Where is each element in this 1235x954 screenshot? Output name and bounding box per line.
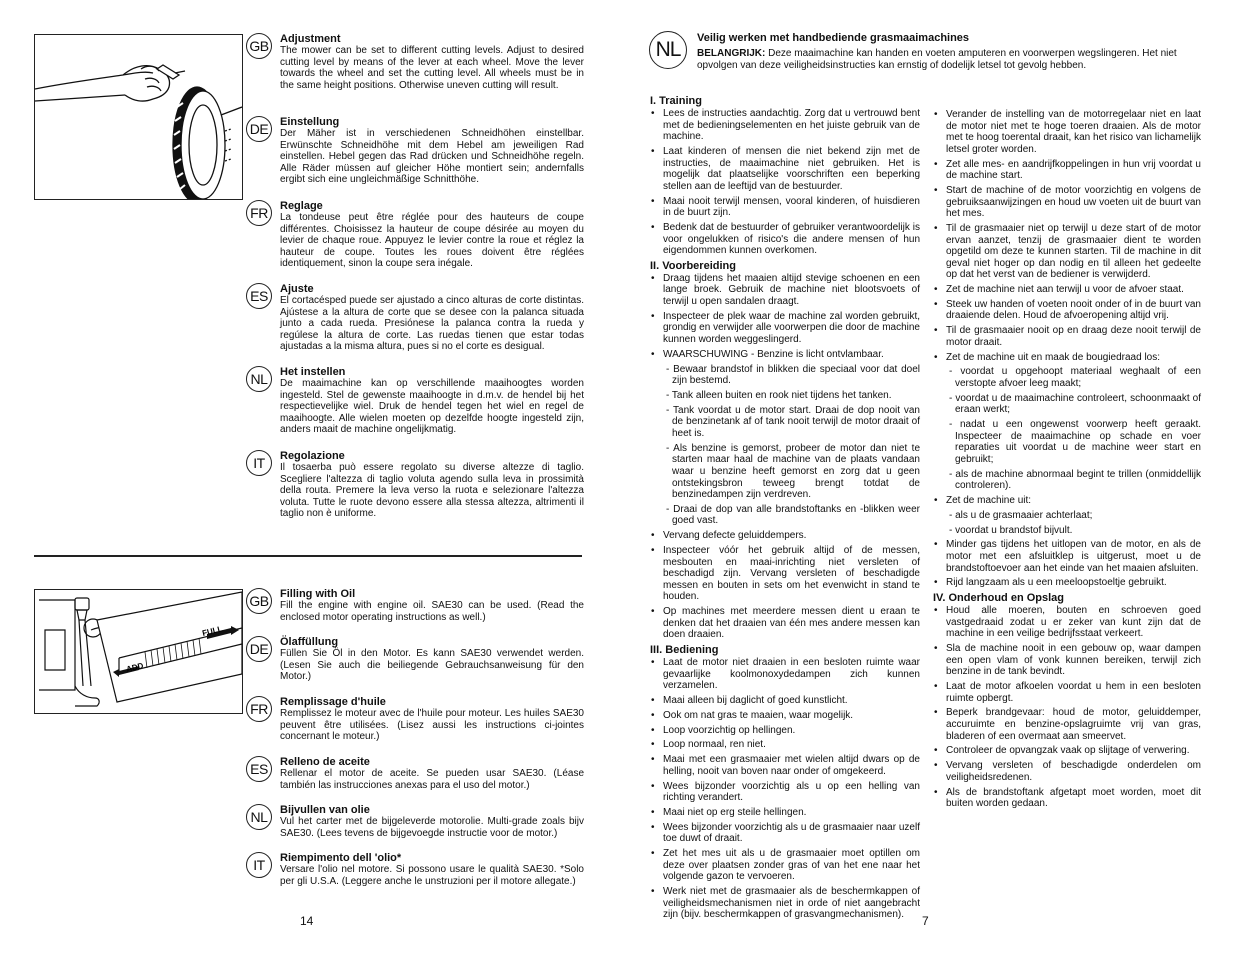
section-body: El cortacésped puede ser ajustado a cinco alturas de corte distintas. Ajústese a la altura de corte que se desee con la palanca situada junto a cada rueda. Presiónese la palanca contra la rueda y regúlese la altura de corte. Las ruedas tienen que estar todas ajustadas a la misma altura, pues si no el corte es desigual. [280, 295, 584, 353]
language-badge: NL [246, 804, 272, 830]
section-title: Regolazione [280, 450, 345, 462]
list-item: • Loop normaal, ren niet. [650, 739, 920, 751]
section-title-onderhoud: IV. Onderhoud en Opslag [933, 592, 1065, 605]
list-item: • Zet de machine uit: [933, 495, 1201, 507]
intro-label: BELANGRIJK: [697, 48, 766, 59]
language-badge: GB [246, 33, 272, 59]
list-item: • Til de grasmaaier niet op terwijl u deze start of de motor ervan aanzet, tenzij de grasmaaier dient te worden opgetild om deze te kunnen starten. Til de machine in dit geval niet hoger op dan nodig en til alleen het gedeelte op dat het verst van de bediener is verwijderd. [933, 223, 1201, 281]
list-item: • Houd alle moeren, bouten en schroeven goed vastgedraaid zodat u er zeker van kunt zijn dat de machine in een veilige bedrijfsstaat verkeert. [933, 605, 1201, 640]
list-item: • Zet de machine niet aan terwijl u voor de afvoer staat. [933, 284, 1201, 296]
oil-filling-illustration [34, 589, 243, 714]
column-right [933, 109, 1201, 813]
section-title-bediening: III. Bediening [650, 644, 719, 657]
oil-gb [246, 588, 584, 623]
adjustment-gb [246, 33, 584, 91]
wheel-lever-drawing [35, 35, 242, 199]
list-item: • Rijd langzaam als u een meeloopstoeltje gebruikt. [933, 577, 1201, 589]
onderhoud-list [933, 605, 1201, 810]
list-subitem: - als u de grasmaaier achterlaat; [949, 509, 1093, 521]
list-item: • Maai nooit terwijl mensen, vooral kinderen, of huisdieren in de buurt zijn. [650, 196, 920, 219]
section-title: Ajuste [280, 283, 314, 295]
language-badge: NL [649, 31, 687, 69]
height-adjustment-illustration [34, 34, 243, 200]
list-subitem: - Draai de dop van alle brandstoftanks en -blikken weer goed vast. [666, 503, 920, 527]
list-subitem: - voordat u brandstof bijvult. [949, 524, 1073, 536]
voorbereiding-list [650, 273, 920, 641]
list-item: • Wees bijzonder voorzichtig als u de grasmaaier naar uzelf toe duwt of draait. [650, 822, 920, 845]
language-badge: ES [246, 756, 272, 782]
list-item: • Zet de machine uit en maak de bougiedraad los: [933, 352, 1201, 364]
section-title: Het instellen [280, 366, 346, 378]
section-title: Filling with Oil [280, 588, 356, 600]
list-subitem: - Tank voordat u de motor start. Draai de dop nooit van de benzinetank af of tank nooit terwijl de motor draait of heet is. [666, 404, 920, 439]
list-item: • Vervang defecte geluiddempers. [650, 530, 920, 542]
section-title: Reglage [280, 200, 323, 212]
oil-es [246, 756, 584, 791]
list-item: • Laat de motor niet draaien in een besloten ruimte waar gevaarlijke koolmonoxydedampen zich kunnen verzamelen. [650, 657, 920, 692]
list-item: • Maai niet op erg steile hellingen. [650, 807, 920, 819]
section-title-training: I. Training [650, 95, 702, 107]
oil-it [246, 852, 584, 887]
section-title: Relleno de aceite [280, 756, 370, 768]
list-subitem: - Als benzine is gemorst, probeer de motor dan niet te starten maar haal de machine van de plaats vandaan waar u benzine heeft gemorst en zorg dat u geen ontstekingsbron teweeg brengt totdat de benzinedampen zijn verdreven. [666, 442, 920, 501]
page-title: Veilig werken met handbediende grasmaaimachines [697, 32, 970, 44]
list-item: • Loop voorzichtig op hellingen. [650, 725, 920, 737]
list-subitem: - voordat u de maaimachine controleert, schoonmaakt of eraan werkt; [949, 392, 1201, 416]
language-badge: DE [246, 116, 272, 142]
adjustment-fr [246, 200, 584, 270]
list-item: • Op machines met meerdere messen dient u eraan te denken dat het draaien van één mes andere messen kan doen draaien. [650, 606, 920, 641]
list-item: • Ook om nat gras te maaien, waar mogelijk. [650, 710, 920, 722]
language-badge: NL [246, 366, 272, 392]
section-body: Der Mäher ist in verschiedenen Schneidhöhen einstellbar. Erwünschte Schneidhöhe mit dem Hebel am jeweiligen Rad einstellen. Hebel gegen das Rad drücken und Schneidhöhe regeln. Alle Räder müssen auf gleicher Höhe montiert sein; andernfalls ergibt sich eine ungleichmäßige Schnitthöhe. [280, 128, 584, 186]
adjustment-nl [246, 366, 584, 436]
section-title: Riempimento dell 'olio* [280, 852, 402, 864]
list-item: • Start de machine of de motor voorzichtig en volgens de gebruiksaanwijzingen en houd uw voeten uit de buurt van het mes. [933, 185, 1201, 220]
list-item: • Til de grasmaaier nooit op en draag deze nooit terwijl de motor draait. [933, 325, 1201, 348]
list-subitem: - Tank alleen buiten en rook niet tijdens het tanken. [666, 389, 892, 401]
language-badge: IT [246, 852, 272, 878]
section-title: Remplissage d'huile [280, 696, 386, 708]
list-item: • Steek uw handen of voeten nooit onder of in de buurt van draaiende delen. Houd de afvoeropening altijd vrij. [933, 299, 1201, 322]
oil-de [246, 636, 584, 683]
section-body: De maaimachine kan op verschillende maaihoogtes worden ingesteld. Stel de gewenste maaihoogte in d.m.v. de hendel bij het respectievelijke wiel. Druk de hendel tegen het wiel en regel de maaihoogte. Alle wielen moeten op dezelfde hoogte ingesteld zijn, anders maait de machine ongelijkmatig. [280, 378, 584, 436]
adjustment-it [246, 450, 584, 520]
page-number: 7 [922, 914, 929, 928]
list-item: • Wees bijzonder voorzichtig als u op een helling van richting verandert. [650, 781, 920, 804]
language-badge: FR [246, 200, 272, 226]
list-item: • Zet alle mes- en aandrijfkoppelingen in hun vrij voordat u de machine start. [933, 159, 1201, 182]
bediening-list [650, 657, 920, 921]
list-item: • Sla de machine nooit in een gebouw op, waar dampen een open vlam of vonk kunnen bereiken, terwijl zich benzine in de tank bevindt. [933, 643, 1201, 678]
oil-fr [246, 696, 584, 743]
section-body: Füllen Sie Öl in den Motor. Es kann SAE30 verwendet werden. (Lesen Sie auch die beiliegende Gebrauchsanweisung für den Motor.) [280, 648, 584, 683]
section-title: Ölaffüllung [280, 636, 339, 648]
column-left [650, 95, 920, 924]
list-item: • Verander de instelling van de motorregelaar niet en laat de motor niet met te hoge toeren draaien. Als de motor met te hoog toerental draait, kan het risico van lichamelijk letsel groter worden. [933, 109, 1201, 155]
section-body: Fill the engine with engine oil. SAE30 can be used. (Read the enclosed motor operating instructions as well.) [280, 600, 584, 623]
list-item: • Maai met een grasmaaier met wielen altijd dwars op de helling, nooit van boven naar onder of omgekeerd. [650, 754, 920, 777]
list-item: • Maai alleen bij daglicht of goed kunstlicht. [650, 695, 920, 707]
section-body: Remplissez le moteur avec de l'huile pour moteur. Les huiles SAE30 peuvent être utilisées. (Lisez aussi les instructions ci-jointes concernant le moteur.) [280, 708, 584, 743]
right-page [617, 0, 1235, 954]
language-badge: DE [246, 636, 272, 662]
list-subitem: - nadat u een ongewenst voorwerp heeft geraakt. Inspecteer de maaimachine op schade en voer reparaties uit voordat u de machine weer start en gebruikt; [949, 419, 1201, 465]
language-badge: FR [246, 696, 272, 722]
section-body: Rellenar el motor de aceite. Se pueden usar SAE30. (Léase también las instrucciones anexas para el uso del motor.) [280, 768, 584, 791]
section-body: Vul het carter met de bijgeleverde motorolie. Multi-grade zoals bijv SAE30. (Lees tevens de bijgevoegde instructie voor de motor.) [280, 816, 584, 839]
page-number: 14 [300, 914, 314, 928]
list-item: • Als de brandstoftank afgetapt moet worden, moet dit buiten worden gedaan. [933, 787, 1201, 810]
oil-nl [246, 804, 584, 839]
intro-text: Deze maaimachine kan handen en voeten amputeren en voorwerpen wegslingeren. Het niet opvolgen van deze veiligheidsinstructies kan ernstig of dodelijk letsel tot gevolg hebben. [697, 48, 1177, 71]
list-item: • Zet het mes uit als u de grasmaaier moet optillen om deze over plaatsen zonder gras of van het ene naar het volgende gazon te vervoeren. [650, 848, 920, 883]
list-item: • Bedenk dat de bestuurder of gebruiker verantwoordelijk is voor ongelukken of risico's die andere mensen of hun eigendommen kunnen overkomen. [650, 222, 920, 257]
dipstick-add-label: ADD [125, 661, 145, 674]
training-list [650, 108, 920, 257]
list-item: • Minder gas tijdens het uitlopen van de motor, en als de motor met een afsluitklep is uitgerust, moet u de brandstoftoevoer aan het einde van het maaien afsluiten. [933, 539, 1201, 574]
adjustment-es [246, 283, 584, 353]
list-item: • Werk niet met de grasmaaier als de beschermkappen of veiligheidsmechanismen niet in orde of niet aangebracht zijn (bijv. beschermkappen of grasvangmechanismen). [650, 886, 920, 921]
list-subitem: - voordat u opgehoopt materiaal weghaalt of een verstopte afvoer leeg maakt; [949, 366, 1201, 389]
list-item: • Inspecteer vóór het gebruik altijd of de messen, mesbouten en maai-inrichting niet versleten of beschadigd zijn. Vervang versleten of beschadigde messen en bouten in sets om het evenwicht in stand te houden. [650, 545, 920, 603]
list-subitem: - Bewaar brandstof in blikken die speciaal voor dat doel zijn bestemd. [666, 363, 920, 387]
list-item: • WAARSCHUWING - Benzine is licht ontvlambaar. [650, 349, 920, 361]
list-item: • Beperk brandgevaar: houd de motor, geluiddemper, accuruimte en benzine-opslagruimte vrij van gras, bladeren of een overmaat aan smeervet. [933, 707, 1201, 742]
intro-paragraph [697, 48, 1202, 71]
adjustment-de [246, 116, 584, 186]
left-page [0, 0, 617, 954]
language-badge: ES [246, 283, 272, 309]
section-title-voorbereiding: II. Voorbereiding [650, 259, 736, 272]
list-item: • Laat kinderen of mensen die niet bekend zijn met de instructies, de maaimachine niet gebruiken. Het is mogelijk dat plaatselijke voorschriften een beperking stellen aan de leeftijd van de bestuurder. [650, 146, 920, 192]
list-item: • Controleer de opvangzak vaak op slijtage of verwering. [933, 745, 1201, 757]
list-subitem: - als de machine abnormaal begint te trillen (onmiddellijk controleren). [949, 468, 1201, 492]
section-body: The mower can be set to different cutting levels. Adjust to desired cutting level by means of the lever at each wheel. Move the lever towards the wheel and set the cutting level. All wheels must be in the same height positions. Otherwise uneven cutting will result. [280, 45, 584, 91]
section-title: Einstellung [280, 116, 340, 128]
dipstick-full-label: FULL [201, 624, 224, 638]
section-divider [34, 555, 582, 557]
dipstick-drawing [35, 590, 242, 713]
section-body: Il tosaerba può essere regolato su diverse altezze di taglio. Scegliere l'altezza di taglio voluta agendo sulla leva in prossimità della routa. Premere la leva verso la ruota e selezionare l'altezza voluta. Tutte le ruote devono essere alla stessa altezza, altrimenti il taglio non è uniforme. [280, 462, 584, 520]
section-body: La tondeuse peut être réglée pour des hauteurs de coupe différentes. Choisissez la hauteur de coupe désirée au moyen du levier de chaque roue. Appuyez le levier contre la roue et réglez la hauteur de coupe. Toutes les roues doivent être réglées identiquement, sinon la coupe sera inégale. [280, 212, 584, 270]
list-item: • Vervang versleten of beschadigde onderdelen om veiligheidsredenen. [933, 760, 1201, 783]
section-body: Versare l'olio nel motore. Si possono usare le qualità SAE30. *Solo per gli U.S.A. (Leggere anche le unstruzioni per il motore allegate.) [280, 864, 584, 887]
language-badge: GB [246, 588, 272, 614]
list-item: • Draag tijdens het maaien altijd stevige schoenen en een lange broek. Gebruik de machine niet blootsvoets of terwijl u open sandalen draagt. [650, 273, 920, 308]
list-item: • Laat de motor afkoelen voordat u hem in een besloten ruimte opbergt. [933, 681, 1201, 704]
bediening-list-continued [933, 109, 1201, 589]
list-item: • Lees de instructies aandachtig. Zorg dat u vertrouwd bent met de bedieningselementen en het juiste gebruik van de machine. [650, 108, 920, 143]
language-badge: IT [246, 450, 272, 476]
section-title: Adjustment [280, 33, 341, 45]
section-title: Bijvullen van olie [280, 804, 370, 816]
list-item: • Inspecteer de plek waar de machine zal worden gebruikt, grondig en verwijder alle voorwerpen die door de machine kunnen worden weggeslingerd. [650, 311, 920, 346]
